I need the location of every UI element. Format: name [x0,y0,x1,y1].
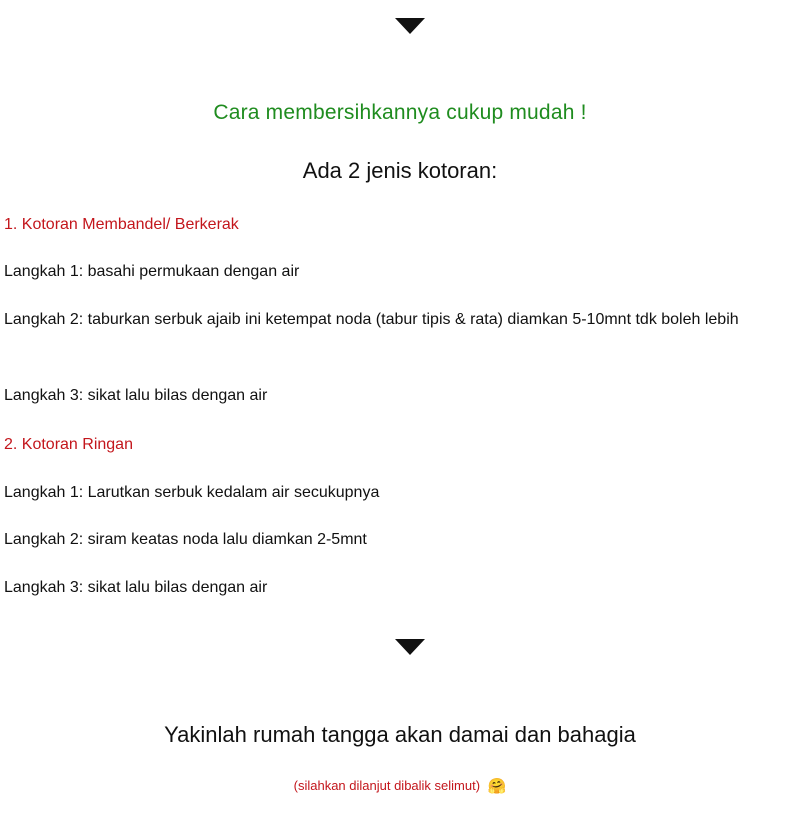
caret-down-icon [395,18,425,34]
section-1-step-1: Langkah 1: basahi permukaan dengan air [4,263,300,280]
hugging-face-icon: 🤗 [487,777,507,795]
section-2-step-2: Langkah 2: siram keatas noda lalu diamkan 2-5mnt [4,531,367,548]
cleaning-easy-headline: Cara membersihkannya cukup mudah ! [213,101,587,124]
footer-note-text: (silahkan dilanjut dibalik selimut) [293,778,481,793]
closing-headline: Yakinlah rumah tangga akan damai dan bahagia [164,722,636,747]
section-1-step-2: Langkah 2: taburkan serbuk ajaib ini ketempat noda (tabur tipis & rata) diamkan 5-10mnt tdk boleh lebih [4,311,739,328]
dirt-types-headline: Ada 2 jenis kotoran: [302,158,498,183]
footer-note [0,777,800,795]
section-2-step-1: Langkah 1: Larutkan serbuk kedalam air secukupnya [4,484,380,501]
section-2-step-3: Langkah 3: sikat lalu bilas dengan air [4,579,268,596]
section-2-title: 2. Kotoran Ringan [4,436,133,453]
caret-down-icon [395,639,425,655]
section-1-step-3: Langkah 3: sikat lalu bilas dengan air [4,387,268,404]
section-1-title: 1. Kotoran Membandel/ Berkerak [4,216,239,233]
